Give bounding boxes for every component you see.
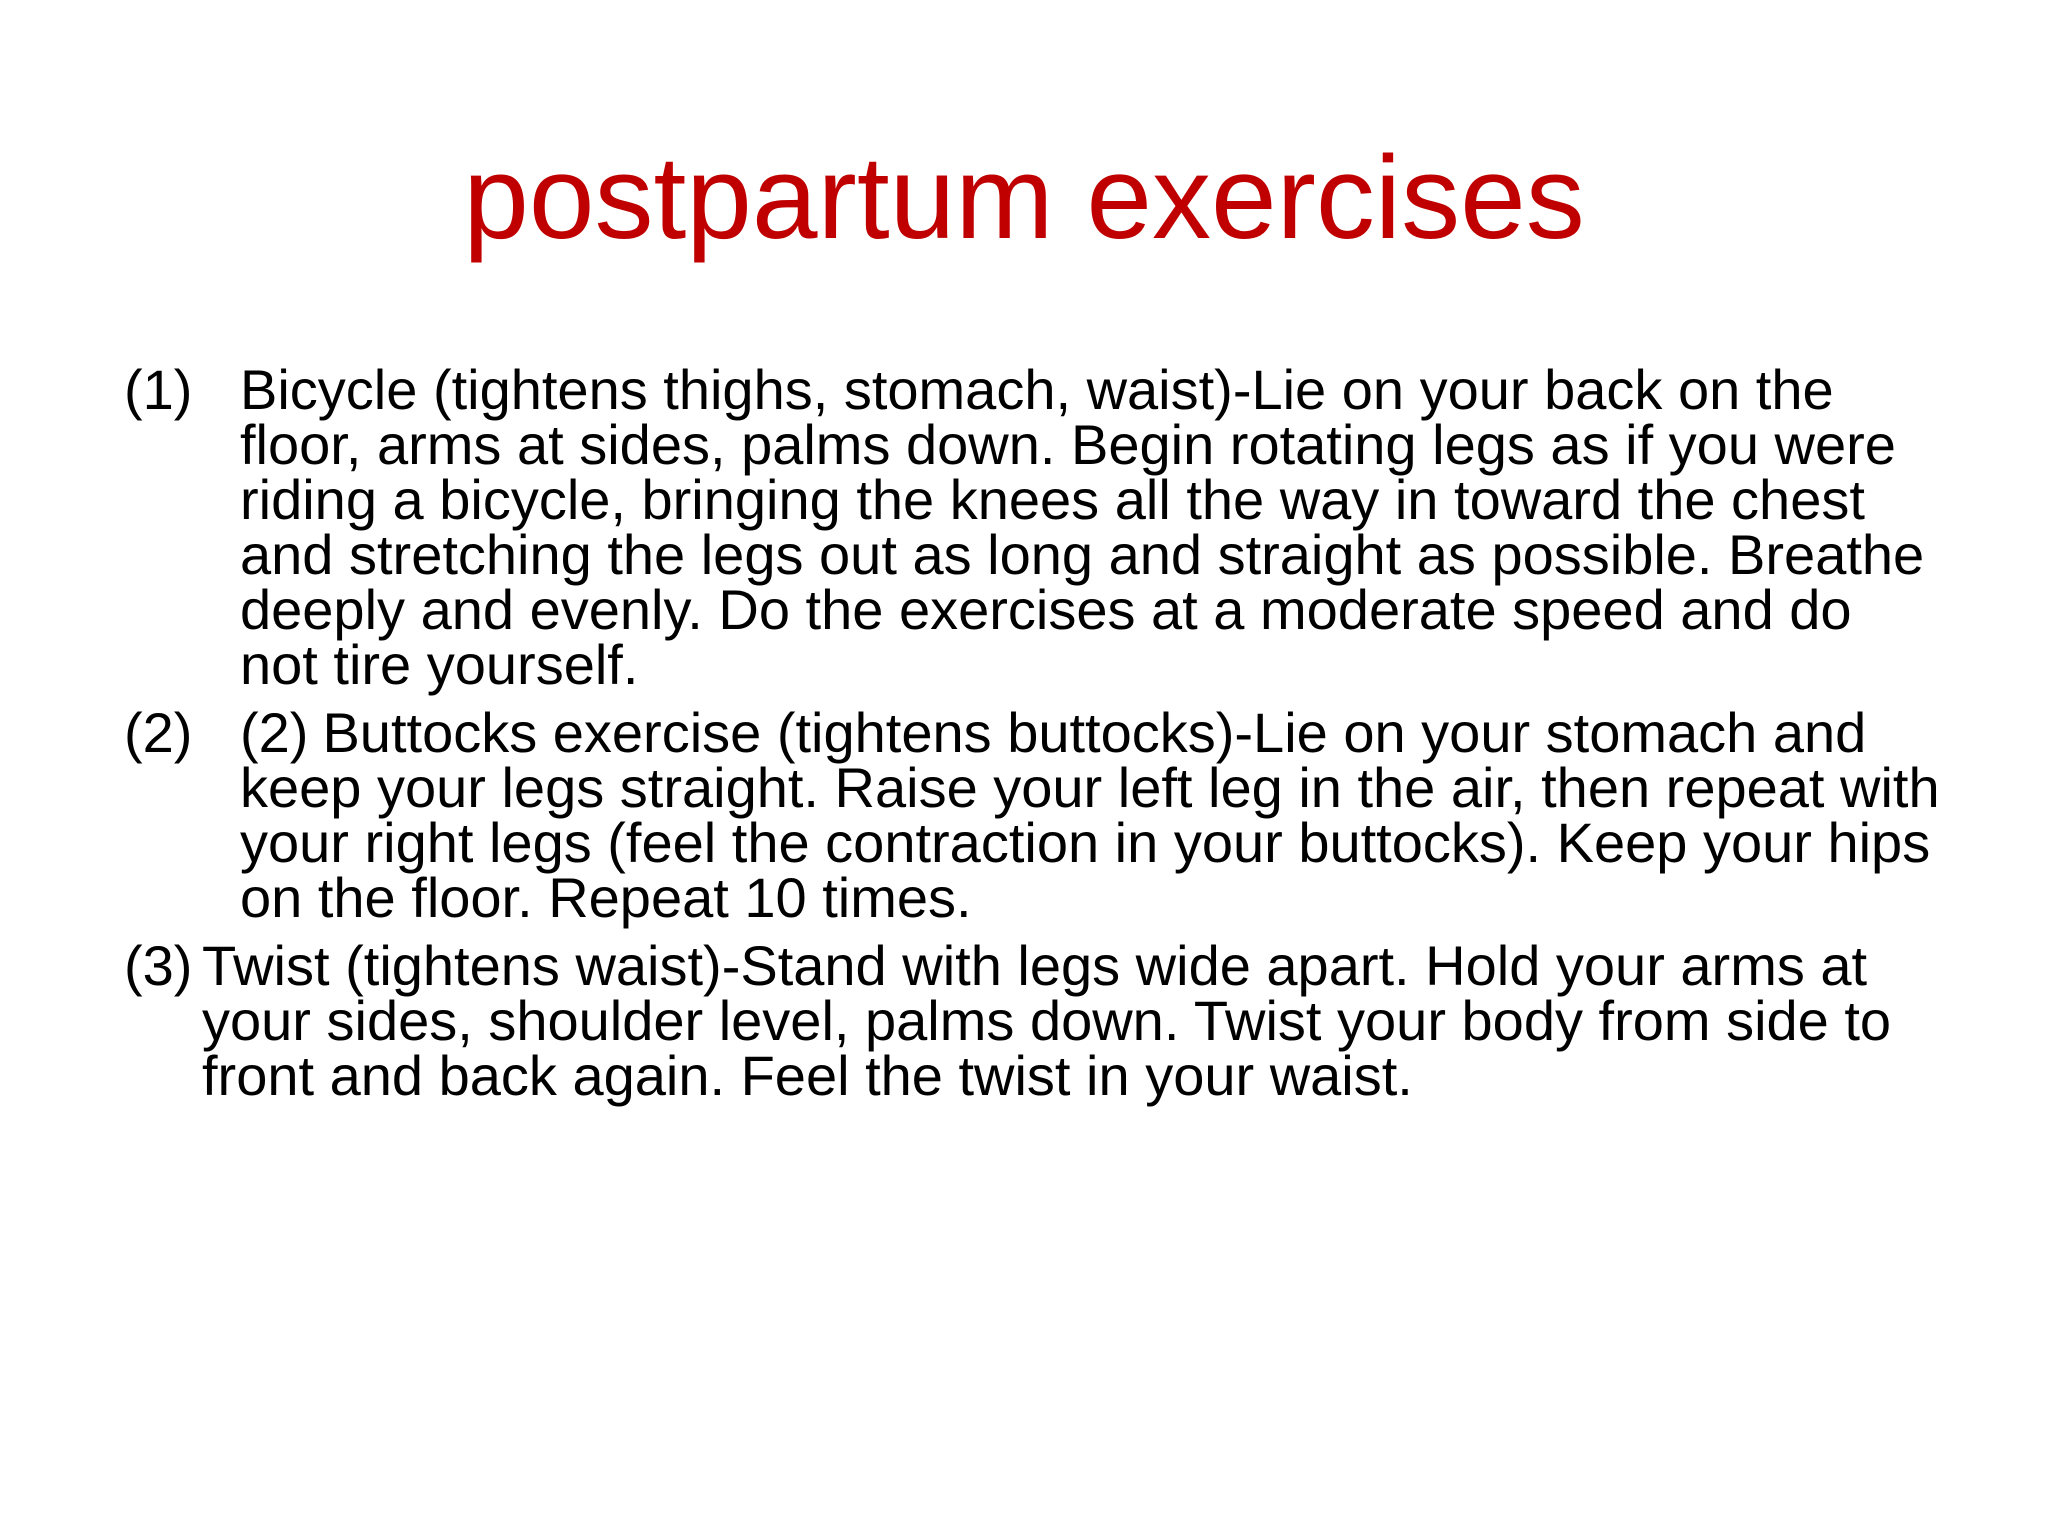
item-inner-marker: (2) — [240, 701, 309, 764]
item-marker: (3) — [124, 934, 193, 997]
item-text: Bicycle (tightens thighs, stomach, waist)-Lie on your back on the floor, arms at sides, palms down. Begin rotating legs as if you were riding a bicycle, bringing the knees all the way in toward the chest and stretching the legs out as long and straight as possible. Breathe deeply and evenly. Do the exercises at a moderate speed and do not tire yourself. — [240, 358, 1925, 696]
exercise-item-bicycle — [124, 358, 1944, 696]
exercise-list — [124, 358, 1944, 1107]
item-text: Twist (tightens waist)-Stand with legs wide apart. Hold your arms at your sides, shoulder level, palms down. Twist your body from side to front and back again. Feel the twist in your waist. — [202, 934, 1892, 1107]
item-text-wrapper — [240, 701, 1944, 929]
exercise-item-buttocks — [124, 701, 1944, 929]
item-marker: (1) — [124, 358, 193, 421]
item-marker: (2) — [124, 701, 193, 764]
item-text: Buttocks exercise (tightens buttocks)-Lie on your stomach and keep your legs straight. Raise your left leg in the air, then repeat with your right legs (feel the contraction in your buttocks). Keep your hips on the floor. Repeat 10 times. — [240, 701, 1940, 929]
slide-title: postpartum exercises — [463, 132, 1585, 264]
exercise-item-twist — [124, 934, 1944, 1107]
